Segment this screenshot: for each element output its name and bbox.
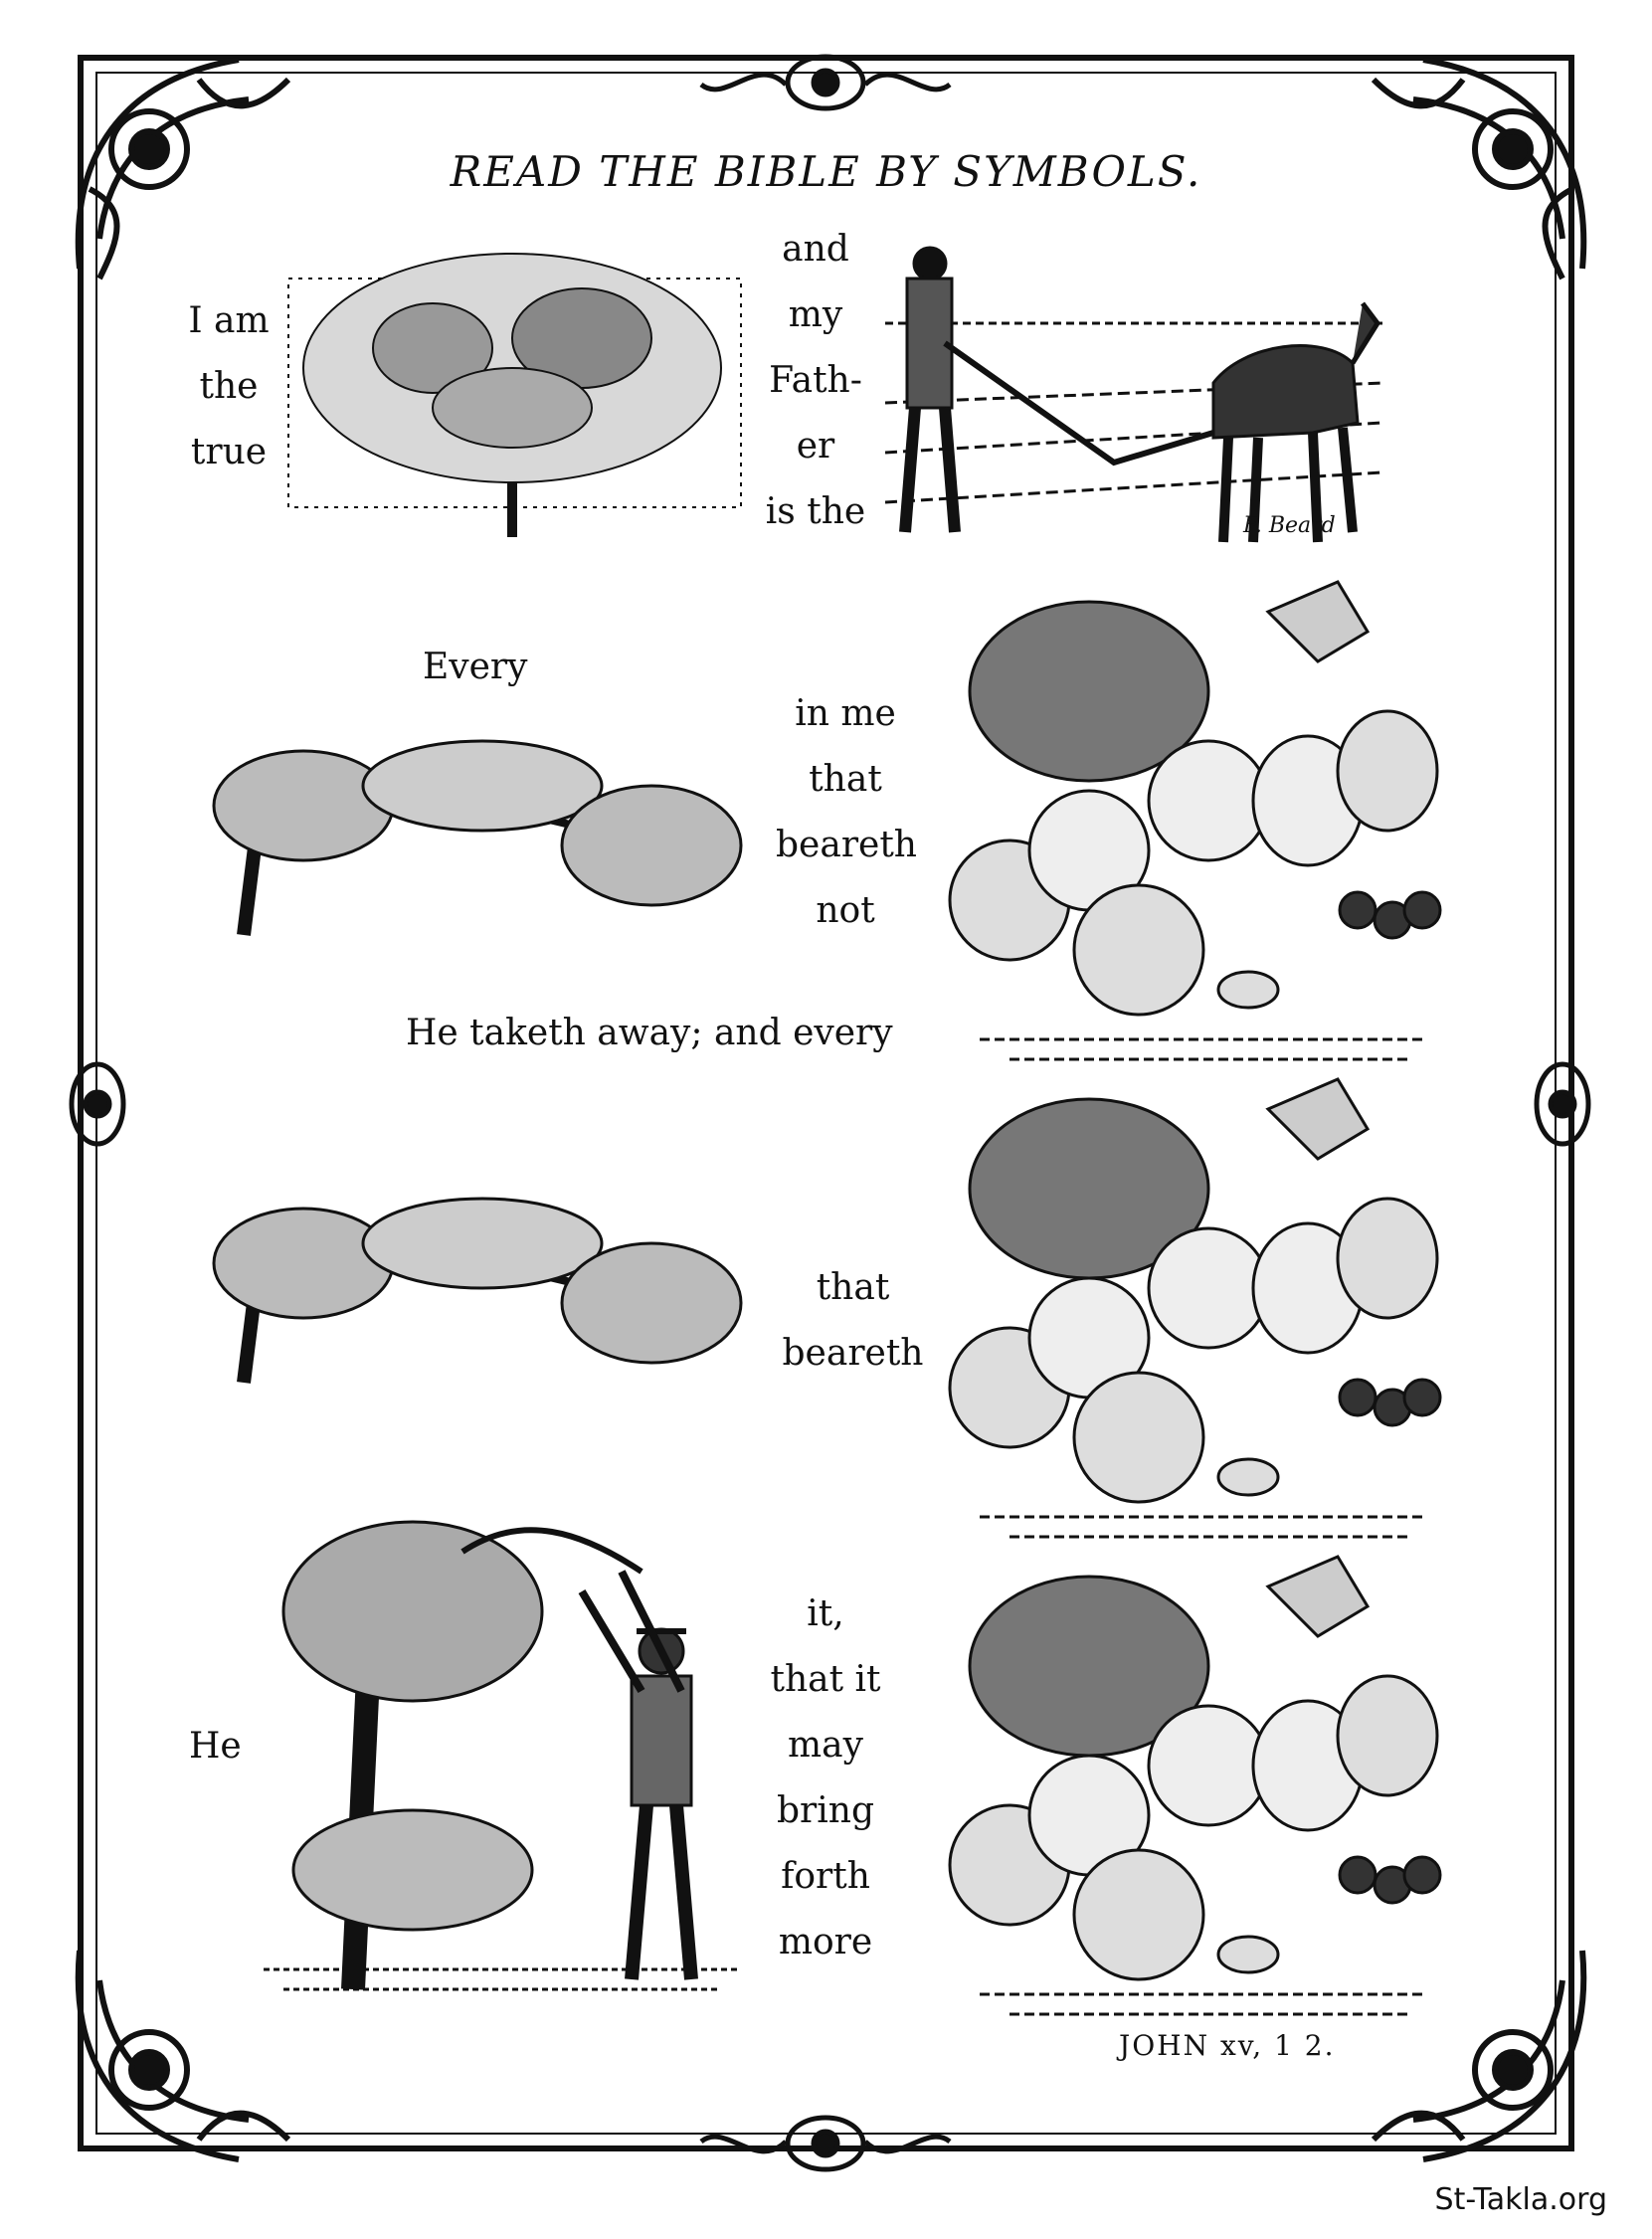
artist-signature: F. Beard — [1243, 513, 1336, 538]
word: er — [796, 426, 835, 466]
word: may — [788, 1725, 863, 1766]
word: not — [816, 890, 875, 931]
middle-line: He taketh away; and every — [406, 1013, 893, 1053]
word: that — [809, 759, 882, 800]
watermark: St-Takla.org — [1434, 2182, 1607, 2217]
word: true — [190, 432, 268, 472]
branch-icon — [184, 1174, 751, 1393]
scripture-reference: JOHN xv, 1 2. — [1119, 2029, 1336, 2062]
fruit-icon — [920, 1547, 1497, 2024]
row1-left-words — [179, 288, 278, 485]
row4-right-words — [756, 1582, 895, 1975]
row3-right-words — [781, 1255, 925, 1387]
branch-icon — [184, 716, 751, 945]
word: beareth — [782, 1333, 924, 1374]
word: it, — [807, 1593, 844, 1634]
row4-left-word: He — [189, 1726, 242, 1767]
vine-tree-icon — [283, 239, 746, 547]
row1-middle-words — [761, 217, 870, 545]
word: and — [782, 229, 849, 270]
word: forth — [781, 1856, 870, 1897]
word: I am — [188, 300, 270, 341]
page-title: READ THE BIBLE BY SYMBOLS. — [450, 147, 1202, 196]
word: more — [778, 1922, 873, 1962]
word: the — [199, 366, 259, 407]
pruning-man-icon — [264, 1492, 741, 2009]
top-center-ornament — [696, 45, 955, 114]
word: bring — [777, 1790, 874, 1831]
word: that — [816, 1267, 890, 1308]
word: Fath- — [769, 360, 862, 401]
husbandman-plough-icon — [885, 234, 1382, 562]
bottom-center-ornament — [696, 2112, 955, 2181]
fruit-icon — [920, 572, 1497, 1079]
word: is the — [765, 491, 866, 532]
word: that it — [770, 1659, 881, 1700]
word: my — [788, 294, 843, 335]
word: in me — [795, 693, 896, 734]
left-side-ornament — [58, 1044, 137, 1164]
right-side-ornament — [1523, 1044, 1602, 1164]
word: beareth — [776, 825, 917, 865]
row2-top-word: Every — [423, 647, 528, 687]
fruit-icon — [920, 1069, 1497, 1547]
row2-right-words — [776, 681, 915, 944]
